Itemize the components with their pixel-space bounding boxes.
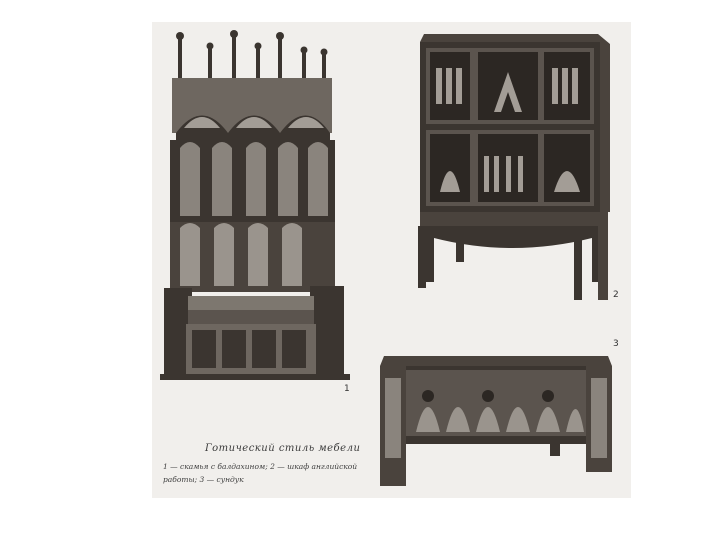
gothic-cabinet-illustration (414, 32, 619, 300)
gothic-bench-illustration (160, 28, 350, 384)
figure-number-2: 2 (613, 290, 619, 300)
gothic-chest-illustration (376, 352, 616, 488)
figure-caption-body: 1 — скамья с балдахином; 2 — шкаф английской работы; 3 — сундук (163, 462, 358, 484)
figure-number-3: 3 (613, 339, 619, 349)
figure-number-1: 1 (344, 384, 350, 394)
figure-caption-title: Готический стиль мебели (205, 443, 361, 454)
